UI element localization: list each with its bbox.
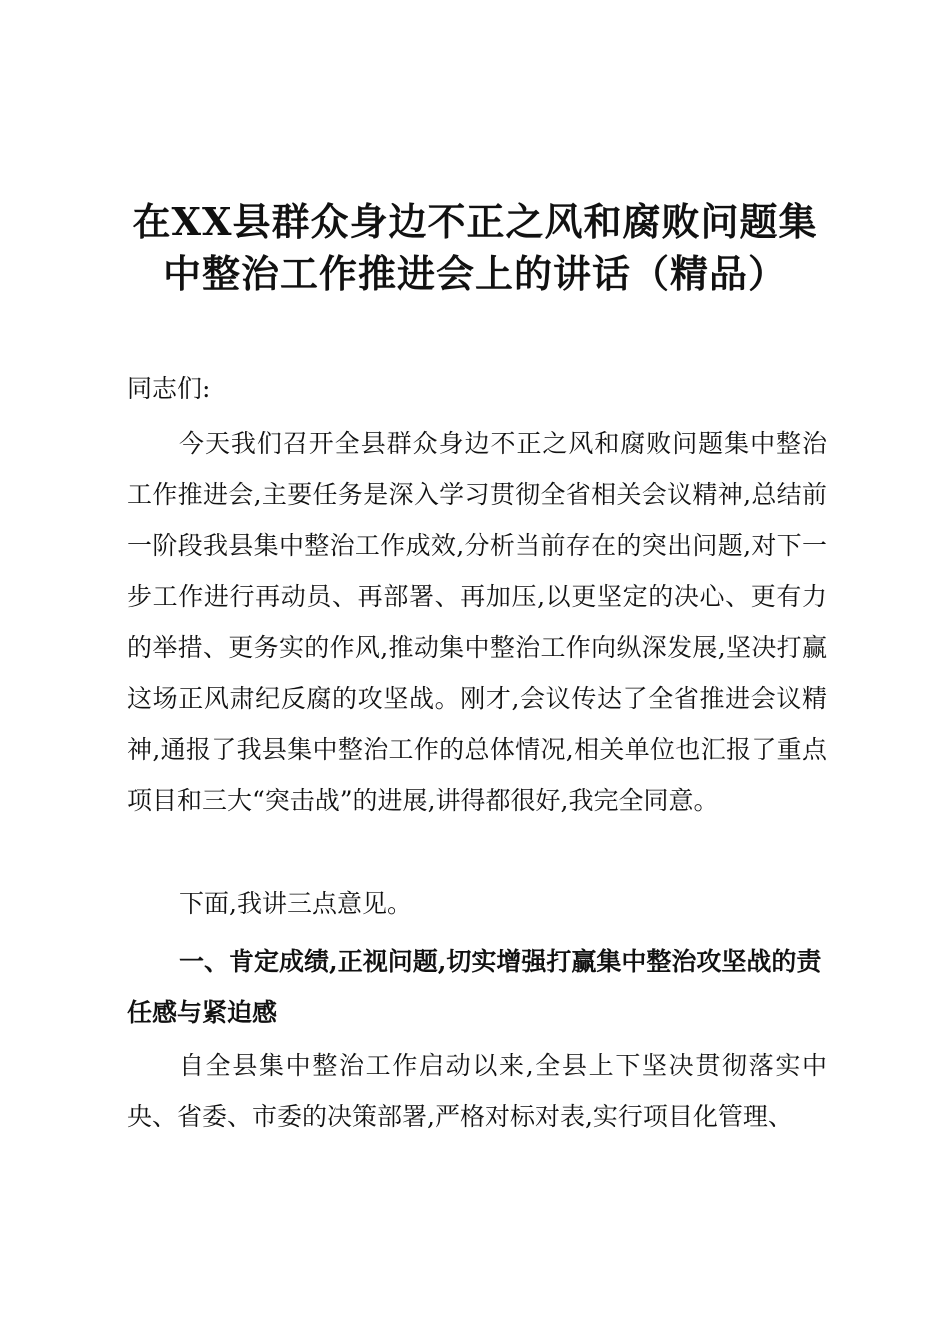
document-title-line2: 中整治工作推进会上的讲话（精品）	[162, 251, 787, 296]
section-heading-1: 一、肯定成绩,正视问题,切实增强打赢集中整治攻坚战的责任感与紧迫感	[127, 947, 822, 1027]
greeting: 同志们:	[127, 374, 211, 403]
paragraph-intro: 今天我们召开全县群众身边不正之风和腐败问题集中整治工作推进会,主要任务是深入学习贯彻全省相关会议精神,总结前一阶段我县集中整治工作成效,分析当前存在的突出问题,对下一步工作进行再动员、再部署、再加压,以更坚定的决心、更有力的举措、更务实的作风,推动集中整治工作向纵深发展,坚决打赢这场正风肃纪反腐的攻坚战。刚才,会议传达了全省推进会议精神,通报了我县集中整治工作的总体情况,相关单位也汇报了重点项目和三大“突击战”的进展,讲得都很好,我完全同意。	[127, 429, 827, 815]
paragraph-outline: 下面,我讲三点意见。	[179, 889, 412, 918]
paragraph-section1: 自全县集中整治工作启动以来,全县上下坚决贯彻落实中央、省委、市委的决策部署,严格对标对表,实行项目化管理、	[127, 1051, 827, 1131]
document-title-line1: 在XX县群众身边不正之风和腐败问题集	[132, 199, 818, 244]
